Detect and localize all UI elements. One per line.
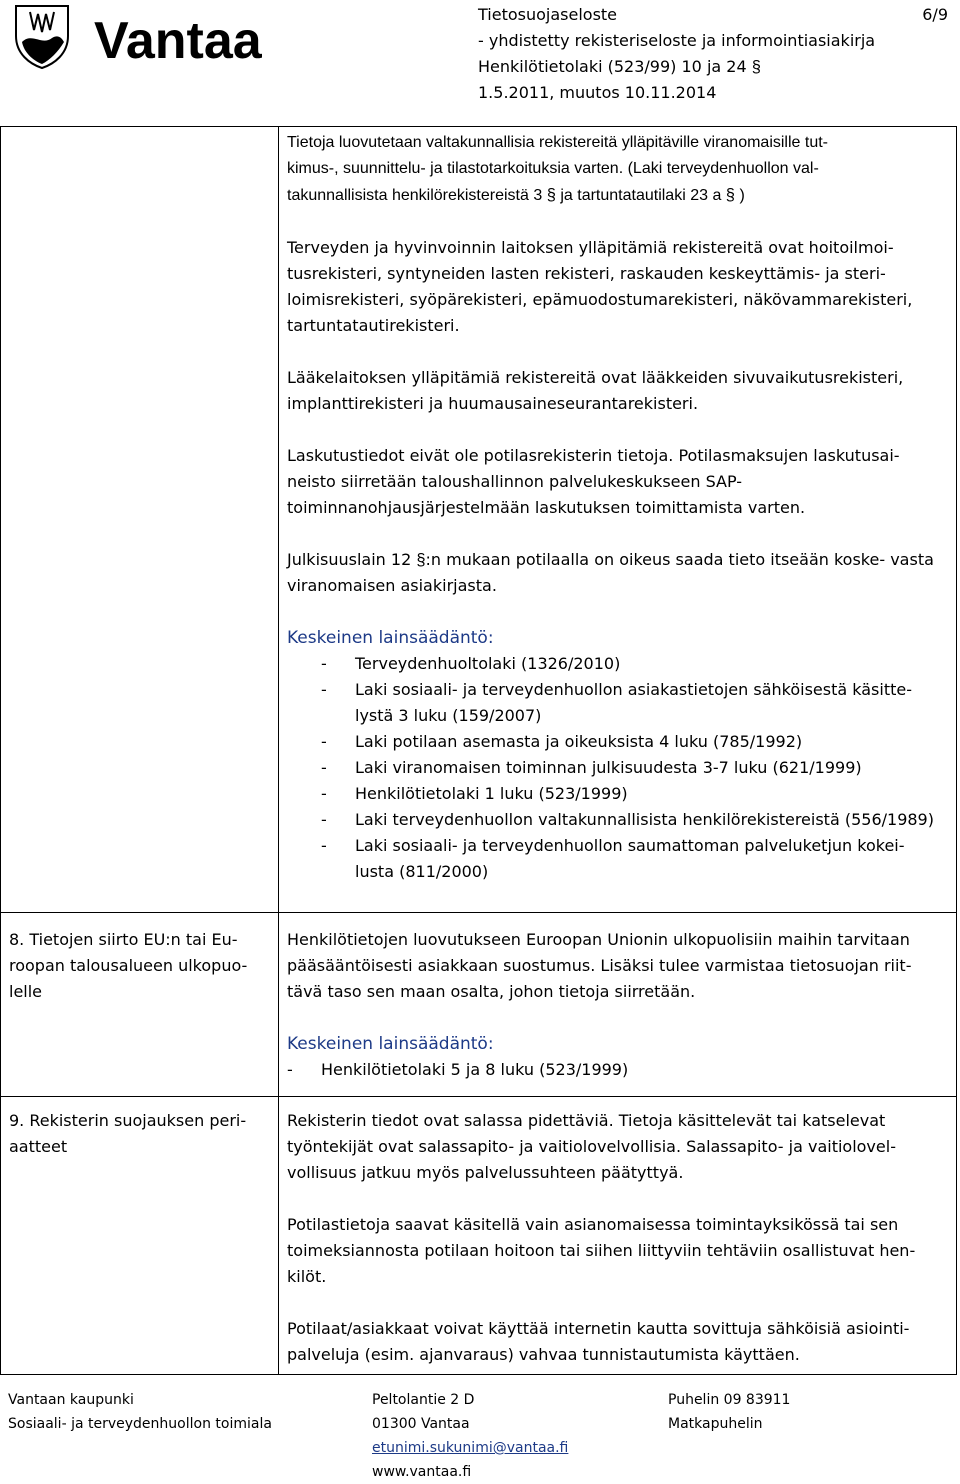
table-border-right <box>956 126 957 1375</box>
document-date: 1.5.2011, muutos 10.11.2014 <box>478 83 717 102</box>
list-item: - Henkilötietolaki 5 ja 8 luku (523/1999) <box>287 1057 947 1083</box>
page-number: 6/9 <box>922 5 948 24</box>
website-text: www.vantaa.fi <box>372 1464 472 1480</box>
section-sign: § <box>751 58 761 76</box>
block7-p1: Tietoja luovutetaan valtakunnallisia rekistereitä ylläpitäville viranomaisille tut- kimus-, suunnittelu- ja tilastotarkoituksia varten. (Laki terveydenhuollon val- takunnallisista henkilörekistereistä 3 § ja tartuntatautilaki 23 a § ) <box>287 134 828 204</box>
block7-law-list <box>287 651 947 885</box>
row-divider-9 <box>0 1096 957 1097</box>
table-border-left <box>0 126 1 1375</box>
footer-address: Peltolantie 2 D 01300 Vantaa etunimi.sukunimi@vantaa.fi www.vantaa.fi <box>372 1388 568 1484</box>
block7-law-heading: Keskeinen lainsäädäntö: <box>287 628 494 648</box>
list-item: - Laki potilaan asemasta ja oikeuksista 4 luku (785/1992) <box>287 729 947 755</box>
document-title: Tietosuojaseloste <box>478 5 618 24</box>
footer-organization: Vantaan kaupunki Sosiaali- ja terveydenhuollon toimiala <box>8 1392 272 1432</box>
block7-p3: Lääkelaitoksen ylläpitämiä rekistereitä ovat lääkkeiden sivuvaikutusrekisteri, implanttirekisteri ja huumausaineseurantarekisteri. <box>287 368 904 413</box>
table-divider <box>278 126 279 1375</box>
block8-law-list <box>287 1057 947 1083</box>
block8-label: 8. Tietojen siirto EU:n tai Eu- roopan talousalueen ulkopuo- lelle <box>9 930 248 1001</box>
email-link[interactable]: etunimi.sukunimi@vantaa.fi <box>372 1440 569 1456</box>
table-border-top <box>0 126 957 127</box>
block9-p1: Rekisterin tiedot ovat salassa pidettäviä. Tietoja käsittelevät tai katselevat työntekijät ovat salassapito- ja vaitiolovelvollisia. Salassapito- ja vaitiolovel- vollisuus jatkuu myös palvelussuhteen päätyttyä. <box>287 1111 896 1182</box>
list-item: - Laki viranomaisen toiminnan julkisuudesta 3-7 luku (621/1999) <box>287 755 947 781</box>
svg-text:Vantaa: Vantaa <box>94 12 262 70</box>
city-crest-icon <box>16 6 68 68</box>
block7-content <box>287 130 947 885</box>
footer-contact: Puhelin 09 83911 Matkapuhelin <box>668 1392 791 1432</box>
list-item: - Terveydenhuoltolaki (1326/2010) <box>287 651 947 677</box>
block9-p3: Potilaat/asiakkaat voivat käyttää internetin kautta sovittuja sähköisiä asiointi- palveluja (esim. ajanvaraus) vahvaa tunnistautumista käyttäen. <box>287 1319 910 1364</box>
block8-law-heading: Keskeinen lainsäädäntö: <box>287 1034 494 1054</box>
table-border-bottom <box>0 1374 957 1375</box>
document-header <box>478 2 948 106</box>
block7-p5: Julkisuuslain 12 §:n mukaan potilaalla on oikeus saada tieto itseään koske- vasta viranomaisen asiakirjasta. <box>287 550 934 595</box>
block9-content <box>287 1108 947 1368</box>
list-item: - Laki terveydenhuollon valtakunnallisista henkilörekistereistä (556/1989) <box>287 807 947 833</box>
block7-p4: Laskutustiedot eivät ole potilasrekisterin tietoja. Potilasmaksujen laskutusai- neisto siirretään taloushallinnon palvelukeskukseen SAP- toiminnanohjausjärjestelmään laskutuksen toimittamista varten. <box>287 446 900 517</box>
list-item: - Laki sosiaali- ja terveydenhuollon saumattoman palveluketjun kokei- lusta (811/2000) <box>287 833 947 885</box>
block8-content <box>287 927 947 1083</box>
vantaa-logo <box>8 2 298 72</box>
law-reference: Henkilötietolaki (523/99) 10 ja 24 § <box>478 57 761 76</box>
list-item: - Laki sosiaali- ja terveydenhuollon asiakastietojen sähköisestä käsitte- lystä 3 luku (159/2007) <box>287 677 947 729</box>
list-item: - Henkilötietolaki 1 luku (523/1999) <box>287 781 947 807</box>
row-divider-8 <box>0 912 957 913</box>
block9-label: 9. Rekisterin suojauksen peri- aatteet <box>9 1111 247 1156</box>
block8-p1: Henkilötietojen luovutukseen Euroopan Unionin ulkopuolisiin maihin tarvitaan pääsääntöisesti asiakkaan suostumus. Lisäksi tulee varmistaa tietosuojan riit- tävä taso sen maan osalta, johon tietoja siirretään. <box>287 930 912 1001</box>
document-subtitle: - yhdistetty rekisteriseloste ja informointiasiakirja <box>478 31 876 50</box>
block9-p2: Potilastietoja saavat käsitellä vain asianomaisessa toimintayksikössä tai sen toimeksiannosta potilaan hoitoon tai siihen liittyviin tehtäviin osallistuvat hen- kilöt. <box>287 1215 916 1286</box>
block7-p2: Terveyden ja hyvinvoinnin laitoksen ylläpitämiä rekistereitä ovat hoitoilmoi- tusrekisteri, syntyneiden lasten rekisteri, raskauden keskeyttämis- ja steri- loimisrekisteri, syöpärekisteri, epämuodostumarekisteri, näkövammarekisteri, tartuntatautirekisteri. <box>287 238 913 335</box>
